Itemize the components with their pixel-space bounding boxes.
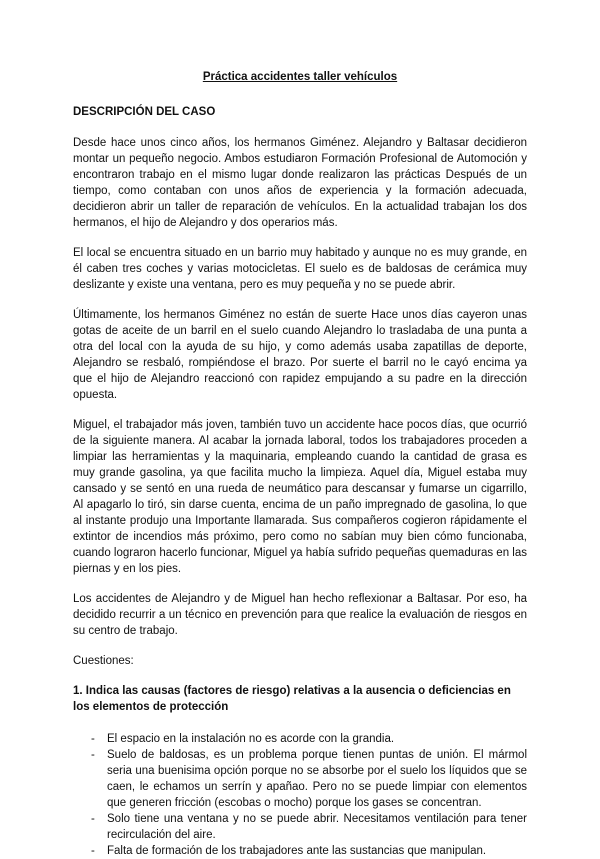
questions-label: Cuestiones: <box>73 655 134 667</box>
question-1-title: 1. Indica las causas (factores de riesgo) relativas a la ausencia o deficiencias en los elementos de protección <box>73 685 511 713</box>
section-heading: DESCRIPCIÓN DEL CASO <box>73 106 216 118</box>
paragraph-intro: Desde hace unos cinco años, los hermanos Giménez. Alejandro y Baltasar decidieron montar un pequeño negocio. Ambos estudiaron Formación Profesional de Automoción y encontraron trabajo en el mismo lugar donde realizaron las prácticas Después de un tiempo, como contaban con unos años de experiencia y la formación adecuada, decidieron abrir un taller de reparación de vehículos. En la actualidad trabajan los dos hermanos, el hijo de Alejandro y dos operarios más. <box>73 137 527 229</box>
answer-text: Falta de formación de los trabajadores ante las sustancias que manipulan. <box>107 845 487 857</box>
list-item <box>91 811 527 843</box>
bullet-dash: - <box>91 733 95 745</box>
list-item <box>91 843 527 859</box>
question-1-answers <box>73 731 527 859</box>
answer-text: Suelo de baldosas, es un problema porque tienen puntas de unión. El mármol seria una buenisima opción porque no se absorbe por el suelo los líquidos que se caen, le echamos un serrín y apañao. Pero no se puede limpiar con elementos que generen fricción (escobas o mocho) porque los gases se concentran. <box>107 749 527 809</box>
paragraph-accident-miguel: Miguel, el trabajador más joven, también tuvo un accidente hace pocos días, que ocurrió de la siguiente manera. Al acabar la jornada laboral, todos los trabajadores proceden a limpiar las herramientas y la maquinaria, empleando cuando la cantidad de grasa es muy grande gasolina, ya que facilita mucho la limpieza. Aquel día, Miguel estaba muy cansado y se sentó en una rueda de neumático para descansar y fumarse un cigarrillo, Al apagarlo lo tiró, sin darse cuenta, encima de un paño impregnado de gasolina, lo que al instante produjo una Importante llamarada. Sus compañeros cogieron rápidamente el extintor de incendios más próximo, pero como no sabían muy bien cómo funcionaba, cuando lograron hacerlo funcionar, Miguel ya había sufrido pequeñas quemaduras en las piernas y en los pies. <box>73 419 527 575</box>
answer-text: El espacio en la instalación no es acorde con la grandia. <box>107 733 395 745</box>
bullet-dash: - <box>91 845 95 857</box>
list-item <box>91 731 527 747</box>
bullet-dash: - <box>91 813 95 825</box>
paragraph-local: El local se encuentra situado en un barrio muy habitado y aunque no es muy grande, en él caben tres coches y varias motocicletas. El suelo es de baldosas de cerámica muy deslizante y existe una ventana, pero es muy pequeña y no se puede abrir. <box>73 247 527 291</box>
list-item <box>91 747 527 811</box>
paragraph-reflection: Los accidentes de Alejandro y de Miguel han hecho reflexionar a Baltasar. Por eso, ha decidido recurrir a un técnico en prevención para que realice la evaluación de riesgos en su centro de trabajo. <box>73 593 527 637</box>
bullet-dash: - <box>91 749 95 761</box>
document-title: Práctica accidentes taller vehículos <box>202 71 398 83</box>
paragraph-accident-alejandro: Últimamente, los hermanos Giménez no están de suerte Hace unos días cayeron unas gotas de aceite de un barril en el suelo cuando Alejandro lo trasladaba de una punta a otra del local con la ayuda de su hijo, y como además usaba zapatillas de deporte, Alejandro se resbaló, rompiéndose el brazo. Por suerte el barril no le cayó encima ya que el hijo de Alejandro reaccionó con rapidez empujando a su padre en la dirección opuesta. <box>73 309 527 401</box>
answer-text: Solo tiene una ventana y no se puede abrir. Necesitamos ventilación para tener recirculación del aire. <box>107 813 527 841</box>
